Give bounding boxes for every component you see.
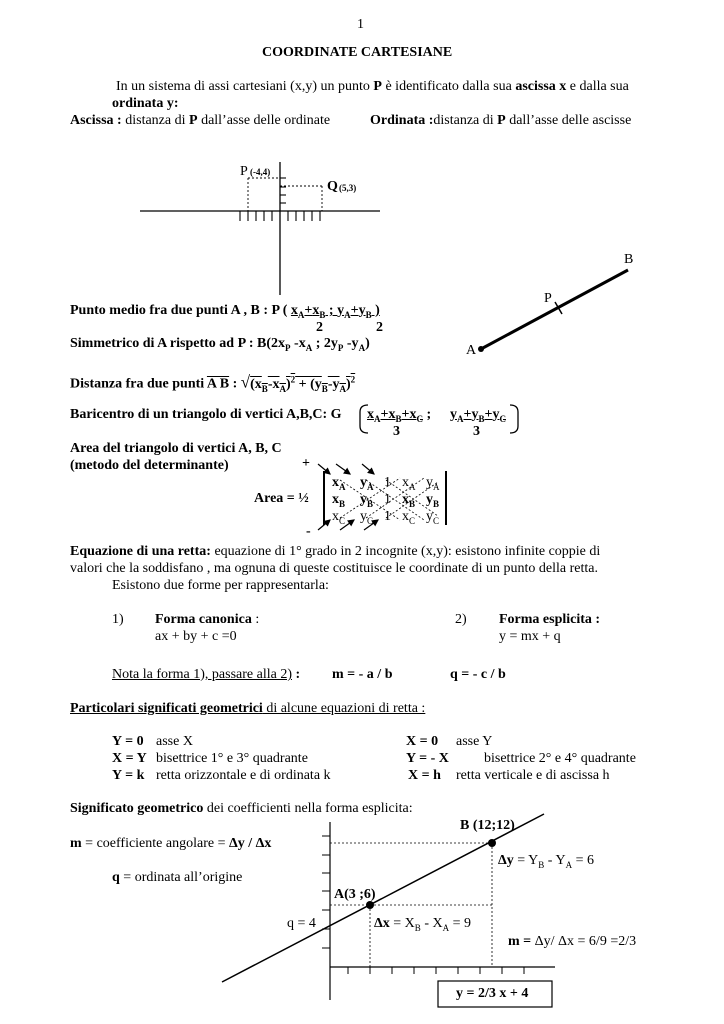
page-number: 1 (357, 17, 364, 32)
det-row-b-one: 1 (384, 492, 391, 507)
right-desc-3: retta verticale e di ascissa h (456, 768, 610, 783)
left-eq-2: X = Y (112, 751, 147, 766)
geometric-meaning-title: Significato geometrico dei coefficienti nella forma esplicita: (70, 801, 413, 816)
line-equation-text-3: Esistono due forme per rappresentarla: (112, 578, 329, 593)
symmetric-formula: Simmetrico di A rispetto ad P : $B(2x_P$ $-x_A$ ; $2y_P$ $-y_A$) (70, 336, 370, 353)
graph-label-a: A(3 ;6) (334, 887, 376, 902)
midpoint-den-2: 2 (376, 320, 383, 335)
det-row-a-y2: $y_A$ (426, 475, 440, 492)
intro-line-2: ordinata y: (112, 96, 179, 111)
left-desc-3: retta orizzontale e di ordinata k (156, 768, 331, 783)
ascissa-definition: Ascissa : distanza di P dall’asse delle ordinate (70, 113, 331, 128)
graph-q-label: q = 4 (287, 916, 316, 931)
area-minus-sign: - (306, 524, 311, 539)
det-row-c-one: 1 (384, 509, 391, 524)
particular-meanings-title: Particolari significati geometrici di alcune equazioni di retta : (70, 701, 426, 716)
det-row-a-one: 1 (384, 475, 391, 490)
graph-guides (330, 843, 492, 967)
graph-y-ticks (322, 836, 330, 948)
area-title-2: (metodo del determinante) (70, 458, 229, 473)
right-eq-3: X = h (408, 768, 441, 783)
centroid-den-1: 3 (393, 424, 400, 439)
det-row-a-x2: $x_A$ (402, 475, 416, 492)
m-definition: m = coefficiente angolare = Δy / Δx (70, 836, 272, 851)
page-title: COORDINATE CARTESIANE (262, 45, 453, 60)
segment-label-a: A (466, 343, 477, 358)
det-row-c-y: $y_C$ (360, 509, 374, 526)
graph-line (222, 814, 544, 982)
graph-label-b: B (12;12) (460, 818, 515, 833)
form-2-equation: y = mx + q (499, 629, 561, 644)
form-1-number: 1) (112, 612, 124, 627)
midpoint-den-1: 2 (316, 320, 323, 335)
delta-x-formula: $\Delta x = X_B - X_A = 9$ (374, 916, 471, 933)
m-from-canonical: m = - a / b (332, 667, 393, 682)
det-row-a-y: $y_A$ (360, 475, 374, 492)
area-title-1: Area del triangolo di vertici A, B, C (70, 441, 282, 456)
right-eq-2: Y = - X (406, 751, 449, 766)
det-row-b-y: $y_B$ (360, 492, 374, 509)
det-row-b-y2: $y_B$ (426, 492, 440, 509)
point-p-coords: (-4,4) (250, 167, 271, 177)
right-eq-1: X = 0 (406, 734, 439, 749)
midpoint-formula: Punto medio fra due punti A , B : P ( $x_A+x_B$ ; $y_A+y_B$ ) (70, 303, 380, 320)
centroid-den-2: 3 (473, 424, 480, 439)
distance-formula: Distanza fra due punti A B : $√(x_B-x_A)^2 + (y_B-y_A)^2$ (70, 372, 356, 394)
slope-calculation: m = Δy/ Δx = 6/9 =2/3 (508, 934, 637, 949)
equation-box-text: y = 2/3 x + 4 (456, 986, 529, 1001)
form-2-number: 2) (455, 612, 467, 627)
conversion-note: Nota la forma 1), passare alla 2) : (112, 667, 301, 682)
left-eq-1: Y = 0 (112, 734, 144, 749)
left-desc-1: asse X (156, 734, 193, 749)
area-plus-sign: + (302, 456, 310, 471)
right-desc-2: bisettrice 2° e 4° quadrante (484, 751, 636, 766)
graph-point-b (488, 839, 496, 847)
point-q-label: Q (327, 179, 338, 194)
point-q-coords: (5,3) (339, 183, 357, 193)
line-equation-text-1: Equazione di una retta: equazione di 1° grado in 2 incognite (x,y): esistono infinite coppie di (70, 544, 601, 559)
centroid-y-numerator: $y_A+y_B+y_C$ (450, 407, 506, 424)
graph-x-ticks (348, 967, 524, 974)
q-definition: q = ordinata all’origine (112, 870, 243, 885)
det-row-b: $x_B$ (332, 492, 346, 509)
right-desc-1: asse Y (456, 734, 493, 749)
q-from-canonical: q = - c / b (450, 667, 506, 682)
det-row-c-x2: $x_C$ (402, 509, 416, 526)
left-desc-2: bisettrice 1° e 3° quadrante (156, 751, 308, 766)
det-row-c: $x_C$ (332, 509, 346, 526)
centroid-x-numerator: $x_A+x_B+x_C$ ; (367, 407, 432, 424)
segment-label-p: P (544, 291, 552, 306)
left-eq-3: Y = k (112, 768, 145, 783)
form-2-title: Forma esplicita : (499, 612, 601, 627)
centroid-formula: Baricentro di un triangolo di vertici A,B,C: G (70, 407, 342, 422)
det-row-b-x2: $x_B$ (402, 492, 416, 509)
segment-label-b: B (624, 252, 634, 267)
line-equation-text-2: valori che la soddisfano , ma ognuna di queste costituisce le coordinate di un punto della retta. (70, 561, 598, 576)
form-1-title: Forma canonica : (155, 612, 260, 627)
delta-y-formula: $\Delta y = Y_B - Y_A = 6$ (498, 853, 594, 870)
point-p-label: P (240, 164, 248, 179)
det-row-a: $x_A$ (332, 475, 346, 492)
intro-line-1: In un sistema di assi cartesiani (x,y) un punto P è identificato dalla sua ascissa x e dalla sua (116, 79, 629, 94)
ordinata-definition: Ordinata :distanza di P dall’asse delle ascisse (370, 113, 632, 128)
form-1-equation: ax + by + c =0 (155, 629, 237, 644)
area-label: Area = ½ (254, 491, 309, 506)
det-row-c-y2: $y_C$ (426, 509, 440, 526)
